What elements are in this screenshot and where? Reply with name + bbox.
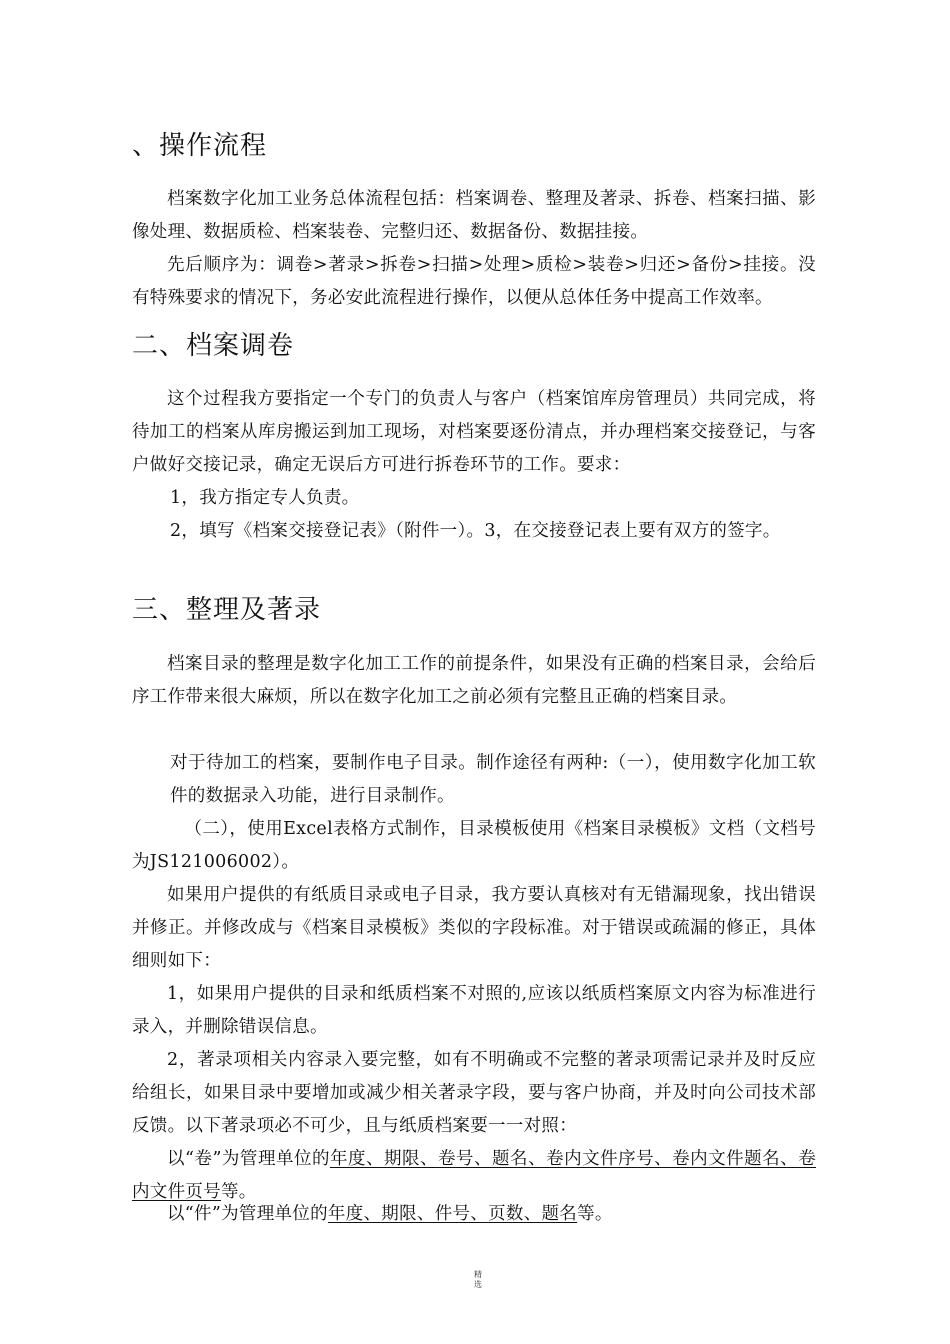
- paragraph-catalog-check: 如果用户提供的有纸质目录或电子目录，我方要认真核对有无错漏现象，找出错误并修正。并修改成与《档案目录模板》类似的字段标准。对于错误或疏漏的修正，具体细则如下：: [132, 885, 816, 971]
- paragraph-jian-fields: [132, 1198, 816, 1231]
- section-heading-catalog: 三、整理及著录: [132, 595, 322, 625]
- juan-fields: 年度、期限、卷号、题名、卷内文件序号、卷内文件题名、卷内文件页号: [132, 1149, 816, 1202]
- section-heading-retrieval: 二、档案调卷: [132, 331, 295, 361]
- footer-line-2: 选: [474, 1280, 482, 1289]
- juan-suffix: 等。: [221, 1182, 257, 1202]
- paragraph-process-overview: 档案数字化加工业务总体流程包括：档案调卷、整理及著录、拆卷、档案扫描、影像处理、数据质检、档案装卷、完整归还、数据备份、数据挂接。: [132, 189, 816, 242]
- jian-suffix: 等。: [577, 1204, 613, 1224]
- paragraph-catalog-excel: （二），使用Excel表格方式制作，目录模板使用《档案目录模板》文档（文档号为JS121006002）。: [132, 819, 816, 872]
- paragraph-retrieval-desc: 这个过程我方要指定一个专门的负责人与客户（档案馆库房管理员）共同完成，将待加工的档案从库房搬运到加工现场，对档案要逐份清点，并办理档案交接登记，与客户做好交接记录，确定无误后方可进行拆卷环节的工作。要求：: [132, 389, 816, 475]
- paragraph-process-order: 先后顺序为：调卷>著录>拆卷>扫描>处理>质检>装卷>归还>备份>挂接。没有特殊要求的情况下，务必安此流程进行操作，以便从总体任务中提高工作效率。: [132, 255, 816, 308]
- paragraph-catalog-methods: 对于待加工的档案，要制作电子目录。制作途径有两种:（一），使用数字化加工软件的数据录入功能，进行目录制作。: [170, 753, 816, 806]
- footer-line-1: 精: [474, 1270, 482, 1279]
- paragraph-catalog-intro: 档案目录的整理是数字化加工工作的前提条件，如果没有正确的档案目录，会给后序工作带来很大麻烦，所以在数字化加工之前必须有完整且正确的档案目录。: [132, 654, 816, 707]
- section-heading-process: 、操作流程: [132, 131, 268, 161]
- page-footer: [468, 1270, 488, 1290]
- paragraph-retrieval-req1: 1，我方指定专人负责。: [170, 488, 360, 508]
- juan-prefix: 以“卷”为管理单位的: [167, 1149, 330, 1169]
- jian-prefix: 以“件”为管理单位的: [167, 1204, 328, 1224]
- paragraph-retrieval-req2: 2，填写《档案交接登记表》（附件一）。3，在交接登记表上要有双方的签字。: [170, 521, 781, 541]
- paragraph-catalog-rule1: 1，如果用户提供的目录和纸质档案不对照的,应该以纸质档案原文内容为标准进行录入，并删除错误信息。: [132, 984, 816, 1037]
- jian-fields: 年度、期限、件号、页数、题名: [327, 1204, 578, 1224]
- paragraph-catalog-rule2: 2，著录项相关内容录入要完整，如有不明确或不完整的著录项需记录并及时反应给组长，如果目录中要增加或减少相关著录字段，要与客户协商，并及时向公司技术部反馈。以下著录项必不可少，且与纸质档案要一一对照：: [132, 1050, 816, 1136]
